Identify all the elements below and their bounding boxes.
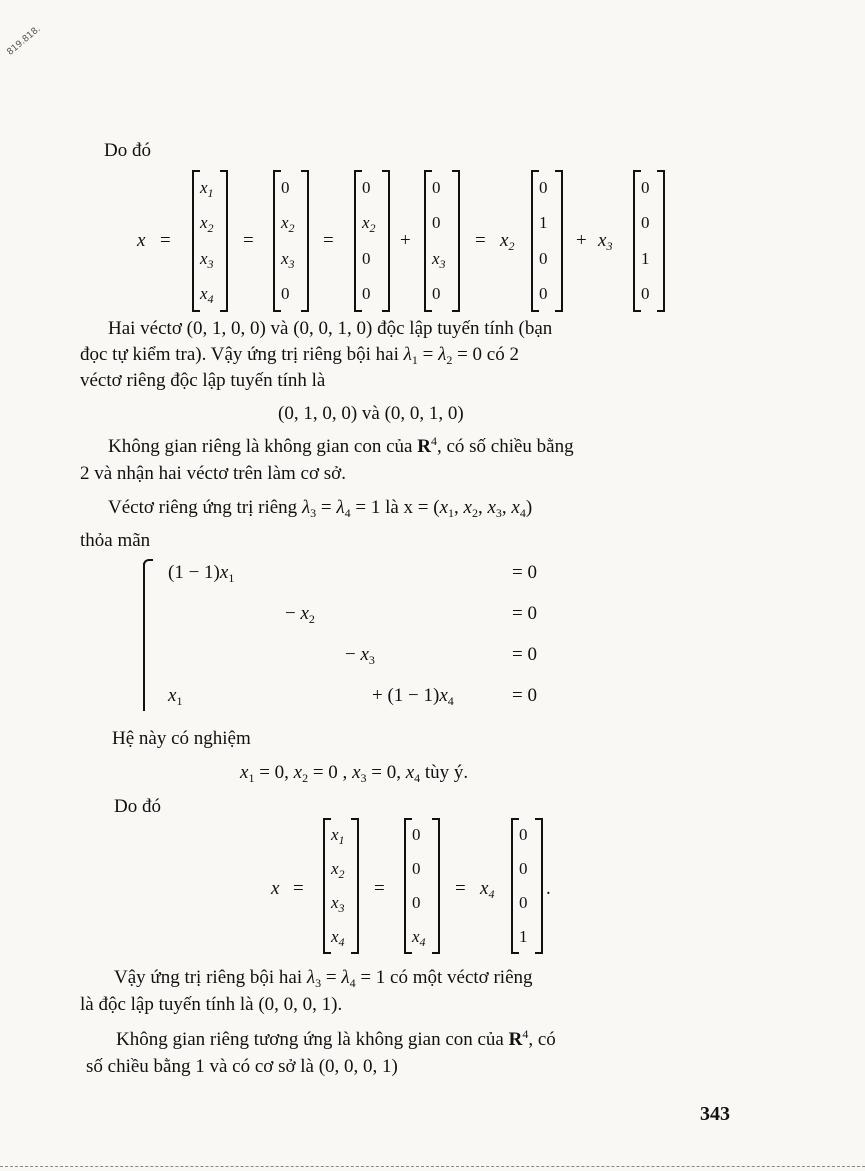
eq2-matrix-1 [323, 818, 359, 954]
eq1-matrix-5 [531, 170, 563, 312]
eq1-equals-3: = [323, 230, 334, 251]
eq1-m2-cell: $x_3$ [281, 248, 295, 271]
eq2-matrix-2 [404, 818, 440, 954]
eq2-m2-cell: 0 [412, 825, 421, 844]
eq1-m5-cell: 1 [539, 213, 548, 233]
text-do-do-1: Do đó [104, 140, 151, 161]
eq1-m3-cell: 0 [362, 284, 371, 304]
eq2-m3-cell: 0 [519, 825, 528, 844]
eq1-m2-cell: $x_2$ [281, 213, 295, 236]
eq2-m2-cell: 0 [412, 893, 421, 912]
eq1-equals-4: = [475, 230, 486, 251]
para1-vectors: (0, 1, 0, 0) và (0, 0, 1, 0) [278, 403, 464, 424]
eq1-m1-cell: $x_4$ [200, 284, 214, 307]
eq2-equals-3: = [455, 878, 466, 899]
para4: Hệ này có nghiệm [112, 728, 251, 749]
system-row-2: − $x_2$ [285, 603, 315, 626]
eq1-m5-cell: 0 [539, 284, 548, 304]
para3-line1: Véctơ riêng ứng trị riêng $\lambda_3 = \lambda_4 = 1$ là $x = (x_1$, $x_2$, $x_3$, $x_4$) [108, 497, 533, 520]
system-row-4b: + $(1 - 1)x_4$ [372, 685, 454, 708]
system-row-1: $(1 - 1)x_1$ [168, 562, 235, 585]
eq1-m4-cell: 0 [432, 213, 441, 233]
para5-line2: là độc lập tuyến tính là (0, 0, 0, 1). [80, 994, 343, 1015]
eq1-m1-cell: $x_3$ [200, 248, 214, 271]
eq2-lhs: x [271, 878, 280, 899]
page-number: 343 [700, 1103, 730, 1125]
eq2-equals-2: = [374, 878, 385, 899]
eq2-m1-cell: $x_2$ [331, 859, 345, 881]
eq2-m2-cell: 0 [412, 859, 421, 878]
para1-line1: Hai véctơ (0, 1, 0, 0) và (0, 0, 1, 0) độc lập tuyến tính (bạn [108, 318, 553, 339]
eq2-period: . [546, 878, 551, 899]
eq1-matrix-3 [354, 170, 390, 312]
stamp-mark: 819.818. [5, 24, 43, 58]
eq1-coef-2: $x_3$ [598, 230, 613, 253]
eq1-m6-cell: 0 [641, 213, 650, 233]
para2-line1: Không gian riêng là không gian con của $R^4$, có số chiều bằng [108, 434, 574, 457]
eq1-matrix-4 [424, 170, 460, 312]
eq2-m1-cell: $x_3$ [331, 893, 345, 915]
para3-line2: thỏa mãn [80, 530, 151, 551]
eq2-coef: $x_4$ [480, 878, 495, 901]
solution-line: $x_1 = 0$, $x_2 = 0$ , $x_3 = 0$, $x_4$ tùy ý. [240, 762, 469, 785]
system-rhs-1: = 0 [512, 562, 537, 583]
eq1-matrix-2 [273, 170, 309, 312]
system-rhs-2: = 0 [512, 603, 537, 624]
eq1-coef-1: $x_2$ [500, 230, 515, 253]
eq2-m2-cell: $x_4$ [412, 927, 426, 949]
eq2-equals-1: = [293, 878, 304, 899]
eq1-lhs: x [137, 230, 146, 251]
eq2-m3-cell: 1 [519, 927, 528, 946]
eq2-m1-cell: $x_1$ [331, 825, 345, 847]
system-row-4a: $x_1$ [168, 685, 183, 708]
eq1-m3-cell: 0 [362, 248, 371, 268]
para1-line2: đọc tự kiểm tra). Vậy ứng trị riêng bội hai $\lambda_1 = \lambda_2 = 0$ có 2 [80, 344, 519, 367]
eq1-m6-cell: 1 [641, 248, 650, 268]
system-rhs-4: = 0 [512, 685, 537, 706]
eq2-m3-cell: 0 [519, 893, 528, 912]
system-rhs-3: = 0 [512, 644, 537, 665]
text-do-do-2: Do đó [114, 796, 161, 817]
para2-line2: 2 và nhận hai véctơ trên làm cơ sở. [80, 463, 346, 484]
system-row-3: − $x_3$ [345, 644, 375, 667]
eq1-m3-cell: $x_2$ [362, 213, 376, 236]
eq1-m5-cell: 0 [539, 248, 548, 268]
para6-line2: số chiều bằng 1 và có cơ sở là (0, 0, 0, 1) [86, 1056, 398, 1077]
eq1-m4-cell: $x_3$ [432, 248, 446, 271]
eq1-m2-cell: 0 [281, 177, 290, 197]
eq1-plus-2: + [576, 230, 587, 251]
footer-dashed-line [0, 1166, 865, 1167]
eq1-m5-cell: 0 [539, 177, 548, 197]
eq1-m3-cell: 0 [362, 177, 371, 197]
para5-line1: Vậy ứng trị riêng bội hai $\lambda_3 = \lambda_4 = 1$ có một véctơ riêng [114, 967, 533, 990]
eq1-m4-cell: 0 [432, 177, 441, 197]
eq1-matrix-6 [633, 170, 665, 312]
para1-line3: véctơ riêng độc lập tuyến tính là [80, 370, 326, 391]
eq1-matrix-1 [192, 170, 228, 312]
eq1-m1-cell: $x_2$ [200, 213, 214, 236]
eq2-m3-cell: 0 [519, 859, 528, 878]
eq1-m6-cell: 0 [641, 177, 650, 197]
system-brace [143, 563, 155, 711]
eq1-plus-1: + [400, 230, 411, 251]
eq1-equals-2: = [243, 230, 254, 251]
eq1-m4-cell: 0 [432, 284, 441, 304]
para6-line1: Không gian riêng tương ứng là không gian con của $R^4$, có [116, 1027, 556, 1050]
eq2-matrix-3 [511, 818, 543, 954]
eq1-equals-1: = [160, 230, 171, 251]
eq2-m1-cell: $x_4$ [331, 927, 345, 949]
eq1-m1-cell: $x_1$ [200, 177, 214, 200]
eq1-m2-cell: 0 [281, 284, 290, 304]
eq1-m6-cell: 0 [641, 284, 650, 304]
